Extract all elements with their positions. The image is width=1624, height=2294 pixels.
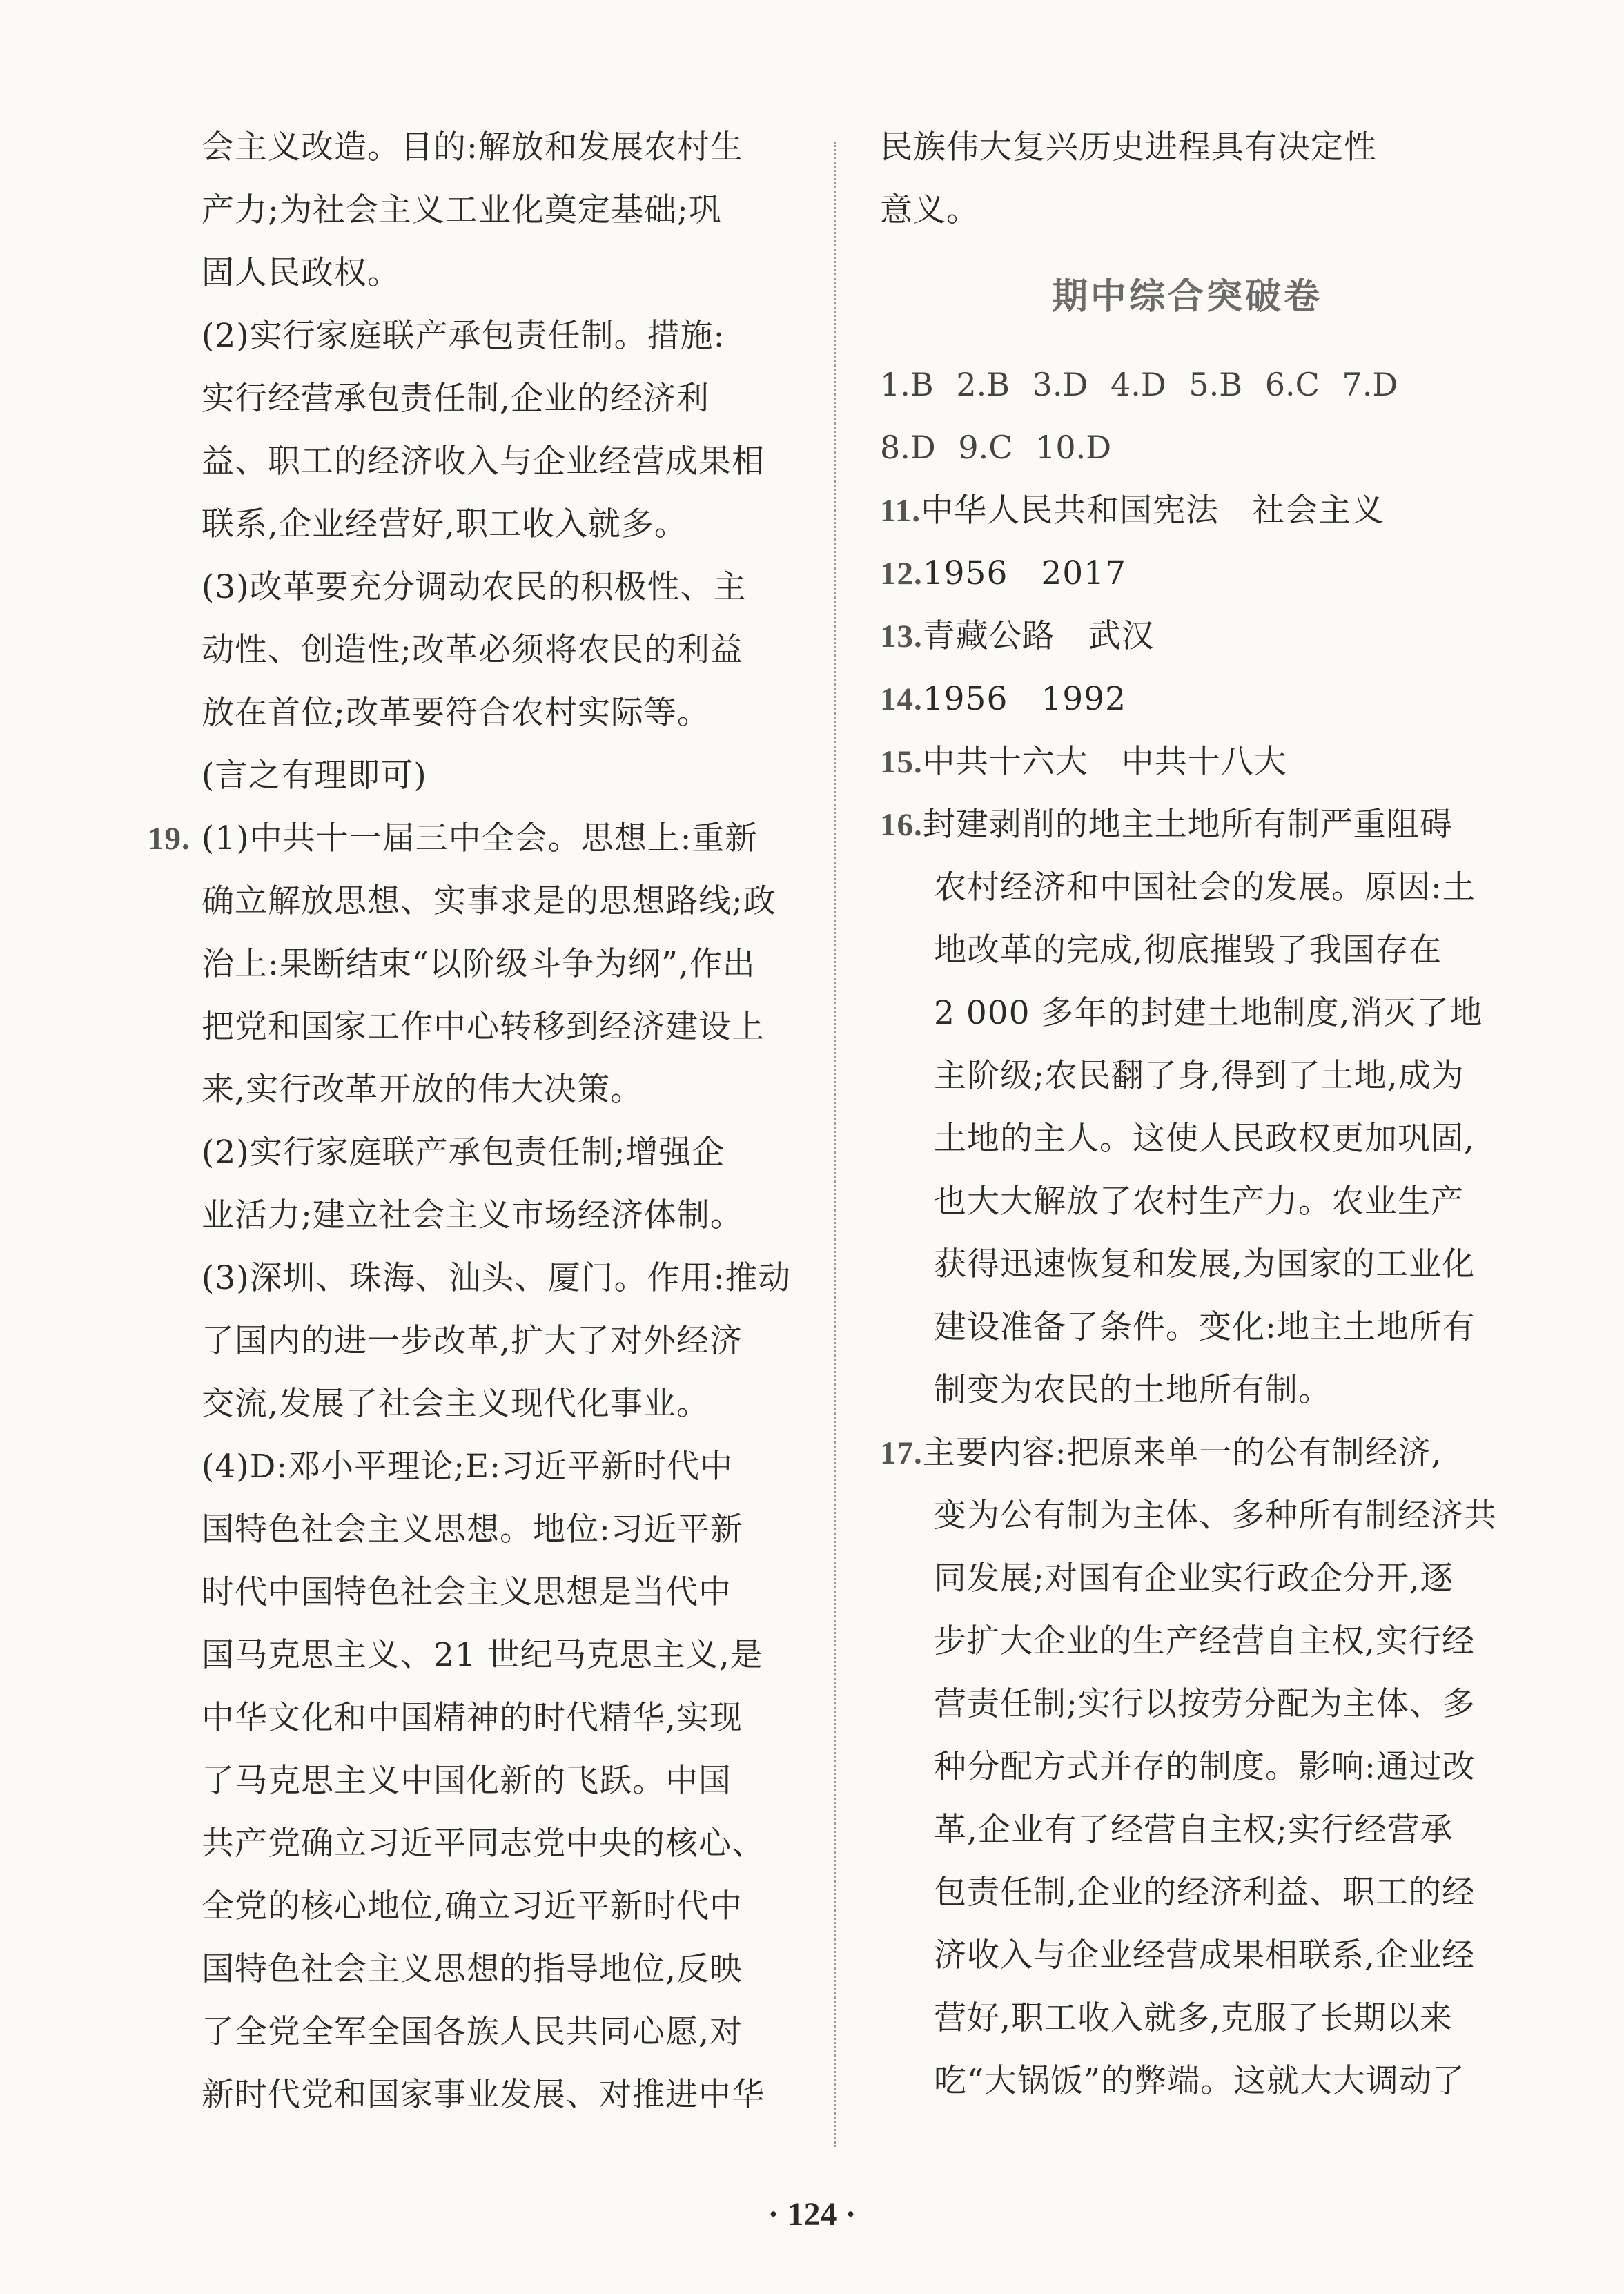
- text-line: (言之有理即可): [202, 757, 427, 795]
- text-line: 营好,职工收入就多,克服了长期以来: [934, 1999, 1453, 2037]
- text-line: (4)D:邓小平理论;E:习近平新时代中: [202, 1448, 734, 1486]
- text-line: 产力;为社会主义工业化奠定基础;巩: [202, 191, 722, 229]
- text-line: 变为公有制为主体、多种所有制经济共: [934, 1497, 1497, 1535]
- question-number: 16.: [880, 807, 923, 843]
- page-number: · 124 ·: [767, 2196, 857, 2233]
- text-line: 农村经济和中国社会的发展。原因:土: [934, 868, 1476, 906]
- text-line: 济收入与企业经营成果相联系,企业经: [934, 1936, 1475, 1974]
- text-line: 实行经营承包责任制,企业的经济利: [202, 380, 710, 418]
- question-number: 14.: [880, 681, 923, 717]
- text-line: 了国内的进一步改革,扩大了对外经济: [202, 1322, 743, 1360]
- text-line: 中华文化和中国精神的时代精华,实现: [202, 1699, 743, 1737]
- answer-17: [880, 1421, 1497, 2112]
- answer-11: [880, 479, 1494, 542]
- answer-14: [880, 668, 1494, 730]
- text-line: (2)实行家庭联产承包责任制。措施:: [202, 317, 725, 355]
- text-line: 主阶级;农民翻了身,得到了土地,成为: [934, 1057, 1465, 1095]
- text-line: 国马克思主义、21 世纪马克思主义,是: [202, 1636, 763, 1674]
- answer-text: 青藏公路 武汉: [922, 617, 1155, 655]
- text-line: (2)实行家庭联产承包责任制;增强企: [202, 1134, 725, 1172]
- text-line: 治上:果断结束“以阶级斗争为纲”,作出: [202, 945, 756, 983]
- text-line: 来,实行改革开放的伟大决策。: [202, 1071, 643, 1109]
- text-line: 全党的核心地位,确立习近平新时代中: [202, 1887, 743, 1925]
- text-line: 把党和国家工作中心转移到经济建设上: [202, 1008, 765, 1046]
- answer-16-first-line: [880, 793, 1494, 856]
- text-line: 新时代党和国家事业发展、对推进中华: [202, 2076, 765, 2114]
- question-number: 12.: [880, 556, 923, 592]
- text-line: 意义。: [880, 191, 979, 229]
- text-line: 主要内容:把原来单一的公有制经济,: [922, 1434, 1442, 1472]
- text-line: 封建剥削的地主土地所有制严重阻碍: [922, 806, 1453, 844]
- text-line: 益、职工的经济收入与企业经营成果相: [202, 443, 765, 480]
- text-line: 共产党确立习近平同志党中央的核心、: [202, 1825, 765, 1863]
- question-number: 19.: [148, 821, 190, 857]
- text-line: 地改革的完成,彻底摧毁了我国存在: [934, 931, 1442, 969]
- text-line: 建设准备了条件。变化:地主土地所有: [934, 1308, 1476, 1346]
- text-line: 土地的主人。这使人民政权更加巩固,: [934, 1120, 1475, 1158]
- text-line: 吃“大锅饭”的弊端。这就大大调动了: [934, 2062, 1466, 2100]
- answer-19-first-line: [148, 807, 816, 870]
- text-line: 2 000 多年的封建土地制度,消灭了地: [934, 994, 1483, 1032]
- answer-text: 1956 1992: [922, 680, 1126, 718]
- multiple-choice-answers: 8.D 9.C 10.D: [880, 429, 1112, 466]
- answer-17-first-line: [880, 1421, 1494, 1484]
- right-column: [880, 116, 1497, 2112]
- text-line: 会主义改造。目的:解放和发展农村生: [202, 128, 743, 166]
- text-line: 确立解放思想、实事求是的思想路线;政: [202, 882, 776, 920]
- text-line: 同发展;对国有企业实行政企分开,逐: [934, 1559, 1454, 1597]
- text-line: 制变为农民的土地所有制。: [934, 1371, 1331, 1409]
- answer-text: 中共十六大 中共十八大: [922, 743, 1287, 781]
- text-line: 获得迅速恢复和发展,为国家的工业化: [934, 1245, 1475, 1283]
- question-number: 11.: [880, 493, 921, 529]
- text-line: 固人民政权。: [202, 254, 400, 292]
- question-number: 15.: [880, 744, 923, 780]
- multiple-choice-answers: 1.B 2.B 3.D 4.D 5.B 6.C 7.D: [880, 366, 1398, 403]
- left-column: [148, 116, 816, 2126]
- text-line: 国特色社会主义思想的指导地位,反映: [202, 1950, 743, 1988]
- text-line: 联系,企业经营好,职工收入就多。: [202, 505, 687, 543]
- answer-12: [880, 542, 1494, 605]
- section-title: 期中综合突破卷: [1051, 275, 1322, 318]
- question-number: 13.: [880, 619, 923, 654]
- text-line: 了全党全军全国各族人民共同心愿,对: [202, 2013, 743, 2051]
- answer-16: [880, 793, 1494, 1421]
- text-line: 营责任制;实行以按劳分配为主体、多: [934, 1685, 1476, 1723]
- text-line: 包责任制,企业的经济利益、职工的经: [934, 1874, 1475, 1912]
- text-line: 了马克思主义中国化新的飞跃。中国: [202, 1762, 732, 1800]
- text-line: 也大大解放了农村生产力。农业生产: [934, 1183, 1464, 1221]
- text-line: 放在首位;改革要符合农村实际等。: [202, 694, 710, 732]
- answer-text: 中华人民共和国宪法 社会主义: [921, 492, 1385, 529]
- text-line: 种分配方式并存的制度。影响:通过改: [934, 1748, 1476, 1786]
- text-line: 动性、创造性;改革必须将农民的利益: [202, 631, 743, 669]
- text-line: 步扩大企业的生产经营自主权,实行经: [934, 1622, 1475, 1660]
- answer-text: 1956 2017: [922, 554, 1126, 592]
- text-line: 时代中国特色社会主义思想是当代中: [202, 1573, 732, 1611]
- answer-19: [148, 807, 816, 2126]
- question-number: 17.: [880, 1435, 923, 1471]
- answer-13: [880, 605, 1494, 668]
- column-divider: [834, 142, 836, 2147]
- text-line: 交流,发展了社会主义现代化事业。: [202, 1385, 710, 1423]
- text-line: 革,企业有了经营自主权;实行经营承: [934, 1811, 1454, 1849]
- text-line: 国特色社会主义思想。地位:习近平新: [202, 1510, 743, 1548]
- answer-15: [880, 730, 1494, 793]
- text-line: (3)深圳、珠海、汕头、厦门。作用:推动: [202, 1259, 792, 1297]
- text-line: (3)改革要充分调动农民的积极性、主: [202, 568, 747, 606]
- text-line: 业活力;建立社会主义市场经济体制。: [202, 1196, 743, 1234]
- text-line: 民族伟大复兴历史进程具有决定性: [880, 128, 1377, 166]
- text-line: (1)中共十一届三中全会。思想上:重新: [202, 819, 759, 857]
